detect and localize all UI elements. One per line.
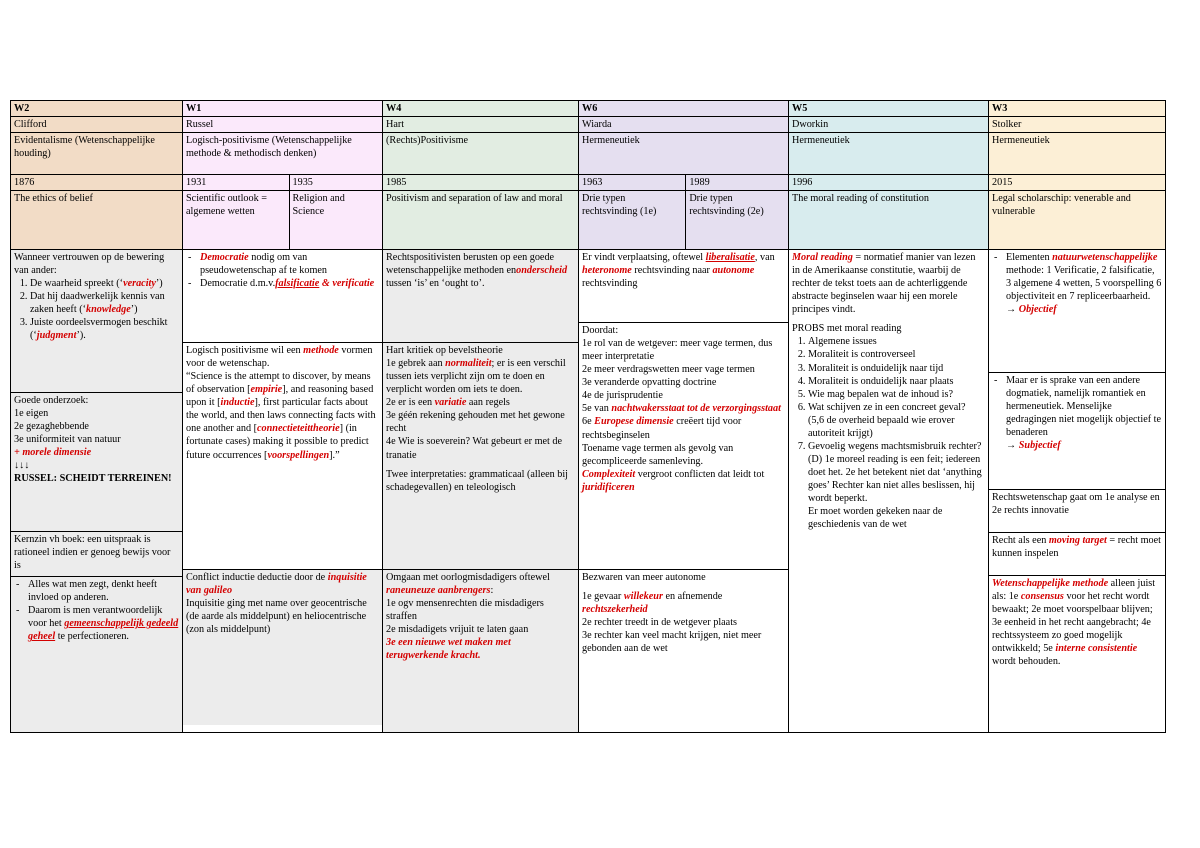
clifford-item-2: 2. Dat hij daadwerkelijk kennis van zaken heeft (‘knowledge’) <box>30 290 179 316</box>
juridificeren-term: juridificeren <box>582 481 635 493</box>
wiarda-toename: Toename vage termen als gevolg van gecompliceerde samenleving. <box>582 442 734 467</box>
hart-k4: 4e Wie is soeverein? Wat gebeurt er met de tranatie <box>386 436 563 461</box>
year-russel <box>183 175 383 191</box>
header-w6: W6 <box>579 101 789 117</box>
verificatie-term: verificatie <box>332 278 375 290</box>
falsificatie-term: falsificatie <box>275 278 320 290</box>
wiarda-doordat: Doordat: 1e rol van de wetgever: meer vage termen, dus meer interpretatie 2e meer verdragswetten meer vage termen 3e veranderde opvatting doctrine 4e de jurisprudentie 5e van nachtwakersstaat tot de verzorgingsstaat 6e Europese dimensie creëert tijd voor rechtsbeginselen Toename vage termen als gevolg van gecompliceerde samenleving. Complexiteit vergroot conflicten dat leidt tot juridificeren <box>579 322 788 569</box>
school-dworkin: Hermeneutiek <box>789 133 989 175</box>
morele-dimensie: + morele dimensie <box>14 447 92 459</box>
school-stolker: Hermeneutiek <box>989 133 1166 175</box>
wetenschappelijke-methode-term: Wetenschappelijke methode <box>992 578 1109 590</box>
clifford-intro: Wanneer vertrouwen op de bewering van ander: <box>14 252 165 277</box>
dworkin-probs-title: PROBS met moral reading <box>792 323 902 335</box>
stolker-moving: Recht als een moving target = recht moet kunnen inspelen <box>989 532 1165 575</box>
wiarda-intro: Er vindt verplaatsing, oftewel liberalisatie, van heteronome rechtsvinding naar autonome rechtsvinding <box>582 252 775 290</box>
dworkin-item-1: 1. Algemene issues <box>808 335 985 348</box>
connectie-term: connectieteittheorie <box>257 423 340 435</box>
veracity-term: veracity <box>123 278 156 290</box>
author-stolker: Stolker <box>989 117 1166 133</box>
school-clifford: Evidentalisme (Wetenschappelijke houding) <box>11 133 183 175</box>
stolker-content <box>989 250 1166 733</box>
header-w4: W4 <box>383 101 579 117</box>
year-wiarda-a: 1963 <box>579 175 686 190</box>
dworkin-content: Moral reading = normatief manier van lezen in de Amerikaanse constitutie, waarbij de rechter de tekst toets aan de achterliggende abstracte beginselen waar hij een morele principes vindt. PROBS met moral reading 1. Algemene issues 2. Moraliteit is controverseel 3. Moraliteit is onduidelijk naar tijd 4. Moraliteit is onduidelijk naar plaats 5. Wie mag bepalen wat de inhoud is? 6. Wat schijven ze in een concreet geval? (5,6 de overheid bepaald wie erover autoriteit krijgt) 7. Gevoelig wegens machtsmisbruik rechter? (D) 1e moreel reading is een feit; iedereen doet het. 2e het betekent niet dat ‘anything goes’ Rechter kan niet alles beslissen, hij wordt beperkt. Er moet worden gekeken naar de geschiedenis van de wet <box>789 250 989 733</box>
russel-conflict: Conflict inductie deductie door de inquisitie van galileo Inquisitie ging met name over geocentrische (de aarde als middelpunt) en heliocentrische (zon als middelpunt) <box>183 569 382 725</box>
knowledge-term: knowledge <box>86 304 131 316</box>
clifford-item-3: 3. Juiste oordeelsvermogen beschikt (‘judgment’). <box>30 316 179 342</box>
wiarda-d1: 1e rol van de wetgever: meer vage termen, dus meer interpretatie <box>582 338 773 363</box>
work-stolker: Legal scholarschip: venerable and vulnerable <box>989 191 1166 250</box>
dworkin-item-7: 7. Gevoelig wegens machtsmisbruik rechter? (D) 1e moreel reading is een feit; iedereen doet het. 2e het betekent niet dat ‘anything goes’ Rechter kan niet alles beslissen, hij wordt beperkt. Er moet worden gekeken naar de geschiedenis van de wet <box>808 440 985 531</box>
dworkin-item-5: 5. Wie mag bepalen wat de inhoud is? <box>808 388 985 401</box>
subjectief-term: Subjectief <box>1018 440 1061 452</box>
header-w3: W3 <box>989 101 1166 117</box>
year-hart: 1985 <box>383 175 579 191</box>
europese-term: Europese dimensie <box>594 416 674 428</box>
variatie-term: variatie <box>434 397 467 409</box>
stolker-rechtsw: Rechtswetenschap gaat om 1e analyse en 2e rechts innovatie <box>989 489 1165 532</box>
russel-content <box>183 250 383 733</box>
russel-note: RUSSEL: SCHEIDT TERREINEN! <box>14 473 172 485</box>
down-arrows-icon: ↓↓↓ <box>14 460 30 472</box>
complexiteit-term: Complexiteit <box>582 468 636 480</box>
willekeur-term: willekeur <box>623 591 663 603</box>
clifford-item-1: 1. De waarheid spreekt (‘veracity’) <box>30 277 179 290</box>
normaliteit-term: normaliteit <box>445 358 492 370</box>
moral-reading-term: Moral reading <box>792 252 853 264</box>
interne-consistentie-term: interne consistentie <box>1055 643 1138 655</box>
stolker-elementen <box>989 250 1165 372</box>
dworkin-item-6: 6. Wat schijven ze in een concreet geval? (5,6 de overheid bepaald wie erover autoriteit krijgt) <box>808 401 985 440</box>
stolker-wm: Wetenschappelijke methode alleen juist als: 1e consensus voor het recht wordt bewaakt; 2e moet voorspelbaar blijven; 3e eenheid in het recht aangebracht; 4e rechtssysteem zo goed mogelijk ontwikkeld; 5e interne consistentie wordt behouden. <box>989 575 1165 728</box>
work-wiarda-a: Drie typen rechtsvinding (1e) <box>579 191 686 249</box>
russel-democracy <box>183 250 382 342</box>
goede-3: 3e uniformiteit van natuur <box>14 434 121 446</box>
wiarda-d4: 4e de jurisprudentie <box>582 390 663 402</box>
arrow-right-icon: → <box>1006 304 1017 316</box>
work-wiarda-b: Drie typen rechtsvinding (2e) <box>689 193 764 218</box>
work-clifford: The ethics of belief <box>11 191 183 250</box>
russel-quote: “Science is the attempt to discover, by means of observation [empirie], and reasoning based upon it [inductie], first particular facts about the world, and then laws connecting facts with one another and [connectieteittheorie] (in fortunate cases) making it possible to predict future occurrences [voorspellingen].” <box>186 371 376 461</box>
wiarda-content <box>579 250 789 733</box>
wiarda-doordat-title: Doordat: <box>582 325 619 337</box>
dworkin-item-3: 3. Moraliteit is onduidelijk naar tijd <box>808 362 985 375</box>
russel-bullet-1: - Democratie nodig om van pseudowetenschap af te komen <box>200 251 379 277</box>
dworkin-item-2: 2. Moraliteit is controverseel <box>808 348 985 361</box>
hart-intro: Rechtspositivisten berusten op een goede wetenschappelijke methoden enonderscheid tussen ‘is’ en ‘ought to’. <box>386 252 568 290</box>
clifford-bullet-1: - Alles wat men zegt, denkt heeft invloed op anderen. <box>28 578 179 604</box>
author-russel: Russel <box>183 117 383 133</box>
raneuze-term: raneuneuze aanbrengers <box>386 585 491 597</box>
work-hart: Positivism and separation of law and moral <box>383 191 579 250</box>
goede-title: Goede onderzoek: <box>14 395 89 407</box>
clifford-content <box>11 250 183 733</box>
year-stolker: 2015 <box>989 175 1166 191</box>
hart-oorlog: Omgaan met oorlogmisdadigers oftewel raneuneuze aanbrengers: 1e ogv mensenrechten die misdadigers straffen 2e misdadigets vrijuit te laten gaan 3e een nieuwe wet maken met terugwerkende kracht. <box>383 569 578 725</box>
work-russel <box>183 191 383 250</box>
hart-k3: 3e géén rekening gehouden met het gewone recht <box>386 410 565 435</box>
heteronome-term: heteronome <box>582 265 632 277</box>
objectief-term: Objectief <box>1018 304 1057 316</box>
consensus-term: consensus <box>1020 591 1064 603</box>
clifford-bullet-2: - Daarom is men verantwoordelijk voor het gemeenschappelijk gedeeld geheel te perfectioneren. <box>28 604 179 643</box>
nachtwaker-term: nachtwakersstaat tot de verzorgingsstaat <box>611 403 781 415</box>
year-wiarda-b: 1989 <box>689 177 710 189</box>
clifford-trust <box>11 250 182 392</box>
year-wiarda <box>579 175 789 191</box>
year-dworkin: 1996 <box>789 175 989 191</box>
wiarda-z2: 2e rechter treedt in de wetgever plaats <box>582 617 737 629</box>
author-hart: Hart <box>383 117 579 133</box>
arrow-right-icon: → <box>1006 440 1017 452</box>
liberalisatie-term: liberalisatie <box>705 252 755 264</box>
author-clifford: Clifford <box>11 117 183 133</box>
school-russel: Logisch-positivisme (Wetenschappelijke methode & methodisch denken) <box>183 133 383 175</box>
summary-table <box>10 100 1166 733</box>
work-russel-a: Scientific outlook = algemene wetten <box>183 191 289 249</box>
clifford-research <box>11 392 182 531</box>
header-w5: W5 <box>789 101 989 117</box>
autonome-term: autonome <box>712 265 755 277</box>
inductie-term: inductie <box>220 397 255 409</box>
natuurwetenschappelijke-term: natuurwetenschappelijke <box>1052 252 1158 264</box>
school-hart: (Rechts)Positivisme <box>383 133 579 175</box>
header-w1: W1 <box>183 101 383 117</box>
work-wiarda <box>579 191 789 250</box>
stolker-bullet-1: - Elementen natuurwetenschappelijke methode: 1 Verificatie, 2 falsificatie, 3 algemene 4 wetten, 5 voorspelling 6 objectiviteit en 7 repliceerbaarheid. → Objectief <box>1006 251 1162 316</box>
hart-kritiek-title: Hart kritiek op bevelstheorie <box>386 345 503 357</box>
wiarda-bezwaren: Bezwaren van meer autonome 1e gevaar willekeur en afnemende rechtszekerheid 2e rechter treedt in de wetgever plaats 3e rechter kan veel macht krijgen, niet meer gebonden aan de wet <box>579 569 788 725</box>
wiarda-bezwaren-title: Bezwaren van meer autonome <box>582 572 706 584</box>
goede-1: 1e eigen <box>14 408 49 420</box>
work-russel-b: Religion and Science <box>292 193 345 218</box>
work-dworkin: The moral reading of constitution <box>789 191 989 250</box>
author-wiarda: Wiarda <box>579 117 789 133</box>
year-russel-a: 1931 <box>183 175 289 190</box>
header-w2: W2 <box>11 101 183 117</box>
summary-sheet <box>10 100 1165 733</box>
voorspellingen-term: voorspellingen <box>267 449 330 461</box>
hart-twee: Twee interpretaties: grammaticaal (alleen bij schadegevallen) en teleologisch <box>386 468 569 493</box>
empirie-term: empirie <box>250 384 283 396</box>
democratie-term: Democratie <box>200 252 249 264</box>
year-clifford: 1876 <box>11 175 183 191</box>
stolker-bullet-2: - Maar er is sprake van een andere dogmatiek, namelijk romantiek en hermeneutiek. Menselijke gedragingen niet mogelijk objectief te benaderen → Subjectief <box>1006 374 1162 452</box>
clifford-kernzin: Kernzin vh boek: een uitspraak is rationeel indien er genoeg bewijs voor is <box>11 531 182 576</box>
russel-positivism <box>183 342 382 569</box>
clifford-list <box>14 277 179 342</box>
onderscheid-term: onderscheid <box>516 265 568 277</box>
school-wiarda: Hermeneutiek <box>579 133 789 175</box>
judgment-term: judgment <box>36 330 77 342</box>
hart-content <box>383 250 579 733</box>
russel-conflict-rest: Inquisitie ging met name over geocentrische (de aarde als middelpunt) en heliocentrische (zon als middelpunt) <box>186 598 367 636</box>
rechtszekerheid-term: rechtszekerheid <box>582 604 648 616</box>
galileo-term: inquisitie van galileo <box>186 572 367 597</box>
hart-o2: 2e misdadigets vrijuit te laten gaan <box>386 624 529 636</box>
wiarda-d2: 2e meer verdragswetten meer vage termen <box>582 364 755 376</box>
goede-2: 2e gezaghebbende <box>14 421 89 433</box>
stolker-maar <box>989 372 1165 489</box>
author-dworkin: Dworkin <box>789 117 989 133</box>
dworkin-list <box>792 335 985 531</box>
gemeenschappelijk-term: gemeenschappelijk gedeeld geheel <box>28 618 179 643</box>
moving-target-term: moving target <box>1048 535 1107 547</box>
wiarda-z3: 3e rechter kan veel macht krijgen, niet meer gebonden aan de wet <box>582 630 762 655</box>
year-russel-b: 1935 <box>292 177 313 189</box>
hart-o1: 1e ogv mensenrechten die misdadigers straffen <box>386 598 544 623</box>
dworkin-item-4: 4. Moraliteit is onduidelijk naar plaats <box>808 375 985 388</box>
hart-o3: 3e een nieuwe wet maken met terugwerkende kracht. <box>386 637 511 662</box>
wiarda-d3: 3e veranderde opvatting doctrine <box>582 377 717 389</box>
russel-lp: Logisch positivisme wil een methode vormen voor de wetenschap. <box>186 345 373 370</box>
hart-kritiek: Hart kritiek op bevelstheorie 1e gebrek aan normaliteit; er is een verschil tussen iets verplicht zijn om te doen en verplicht worden om iets te doen. 2e er is een variatie aan regels 3e géén rekening gehouden met het gewone recht 4e Wie is soeverein? Wat gebeurt er met de tranatie Twee interpretaties: grammaticaal (alleen bij schadegevallen) en teleologisch <box>383 342 578 569</box>
russel-bullet-2: - Democratie d.m.v.falsificatie & verificatie <box>200 277 379 290</box>
methode-term: methode <box>303 345 339 357</box>
clifford-bottom <box>11 576 182 732</box>
